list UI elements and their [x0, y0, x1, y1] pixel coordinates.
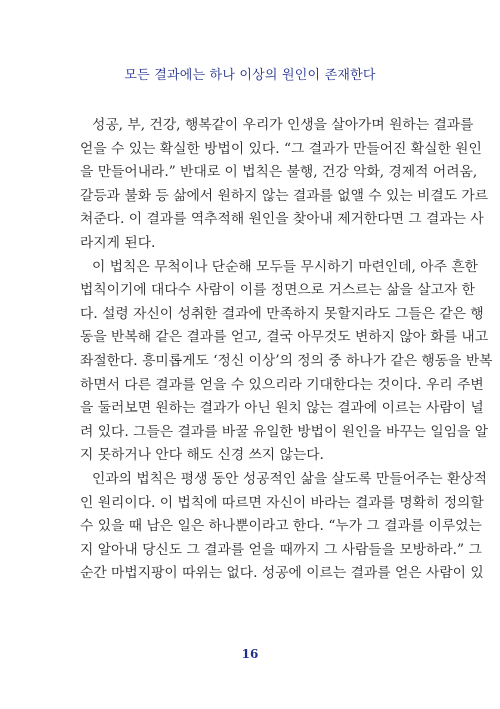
text-line: 지 알아내 당신도 그 결과를 얻을 때까지 그 사람들을 모방하라.” 그 [80, 541, 482, 558]
text-line: 인 원리이다. 이 법칙에 따르면 자신이 바라는 결과를 명확히 정의할 [80, 494, 484, 511]
chapter-heading: 모든 결과에는 하나 이상의 원인이 존재한다 [124, 68, 376, 83]
text-line: 지 못하거나 안다 해도 신경 쓰지 않는다. [80, 447, 324, 464]
text-line: 을 만들어내라.” 반대로 이 법칙은 불행, 건강 악화, 경제적 어려움, [80, 164, 478, 181]
paragraph [80, 468, 487, 586]
text-line: 라지게 된다. [80, 234, 156, 251]
text-line: 하면서 다른 결과를 얻을 수 있으리라 기대한다는 것이다. 우리 주변 [80, 376, 484, 393]
text-line: 동을 반복해 같은 결과를 얻고, 결국 아무것도 변하지 않아 화를 내고 [80, 329, 489, 346]
text-line: 수 있을 때 남은 일은 하나뿐이라고 한다. “누가 그 결과를 이루었는 [80, 518, 482, 535]
paragraph [80, 114, 489, 256]
text-line: 려 있다. 그들은 결과를 바꿀 유일한 방법이 원인을 바꾸는 일임을 알 [80, 423, 489, 440]
body-text [80, 114, 493, 586]
text-line: 좌절한다. 흥미롭게도 ‘정신 이상’의 정의 중 하나가 같은 행동을 반복 [80, 352, 493, 369]
text-line: 쳐준다. 이 결과를 역추적해 원인을 찾아내 제거한다면 그 결과는 사 [80, 211, 484, 228]
paragraph [80, 256, 493, 468]
text-line: 을 둘러보면 원하는 결과가 아닌 원치 않는 결과에 이르는 사람이 널 [80, 400, 484, 417]
text-line: 법칙이기에 대다수 사람이 이를 정면으로 거스르는 삶을 살고자 한 [80, 282, 475, 299]
text-line: 다. 설령 자신이 성취한 결과에 만족하지 못할지라도 그들은 같은 행 [80, 305, 484, 322]
text-line: 이 법칙은 무척이나 단순해 모두들 무시하기 마련인데, 아주 흔한 [92, 258, 478, 275]
text-line: 인과의 법칙은 평생 동안 성공적인 삶을 살도록 만들어주는 환상적 [92, 470, 487, 487]
page-number: 16 [241, 647, 259, 661]
text-line: 얻을 수 있는 확실한 방법이 있다. “그 결과가 만들어진 확실한 원인 [80, 140, 482, 157]
text-line: 성공, 부, 건강, 행복같이 우리가 인생을 살아가며 원하는 결과를 [92, 117, 474, 133]
text-line: 갈등과 불화 등 삶에서 원하지 않는 결과를 없앨 수 있는 비결도 가르 [80, 187, 489, 204]
text-line: 순간 마법지팡이 따위는 없다. 성공에 이르는 결과를 얻은 사람이 있 [80, 565, 484, 582]
